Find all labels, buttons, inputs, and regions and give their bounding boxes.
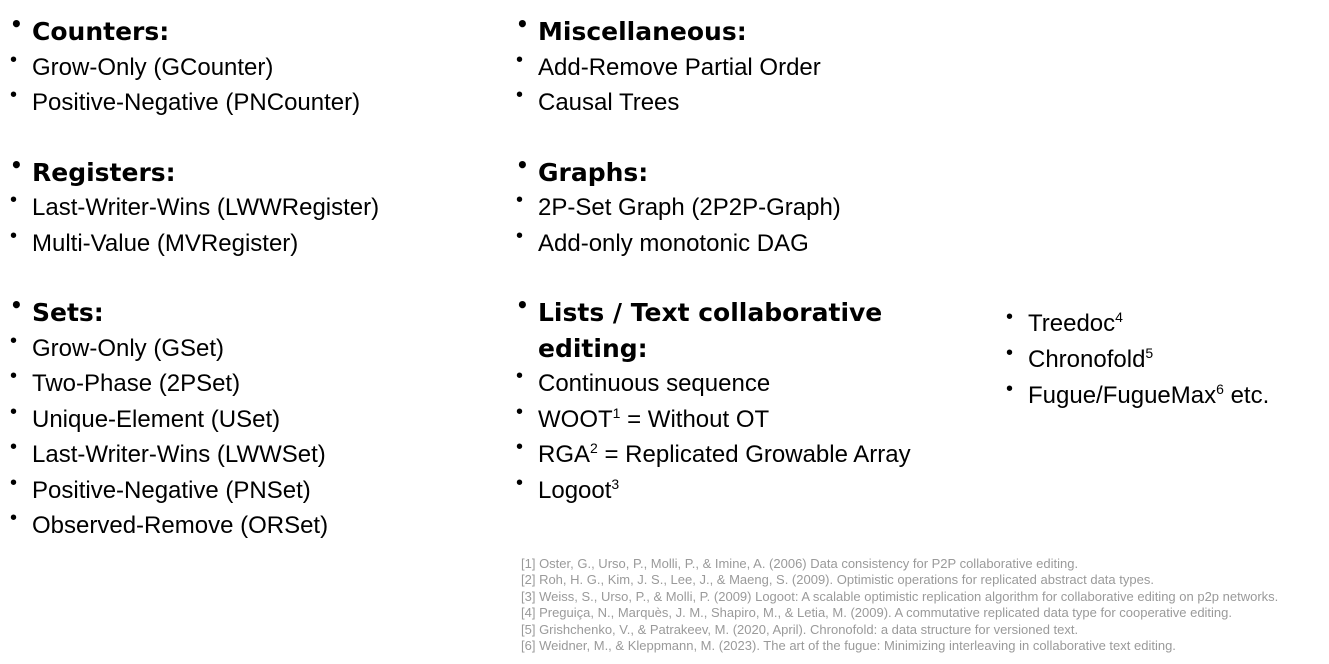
lists-heading-line2: editing: [538, 333, 648, 363]
list-item: • Add-only monotonic DAG [516, 226, 996, 262]
list-item: • Multi-Value (MVRegister) [10, 226, 500, 262]
lists-heading-line1: • Lists / Text collaborative [538, 298, 883, 327]
reference-1: [1] Oster, G., Urso, P., Molli, P., & Imine, A. (2006) Data consistency for P2P collaborative editing. [521, 556, 1079, 571]
reference-4: [4] Preguiça, N., Marquès, J. M., Shapiro, M., & Letia, M. (2009). A commutative replicated data type for cooperative editing. [521, 605, 1233, 621]
misc-heading: • Miscellaneous: [516, 14, 996, 50]
list-item: • Continuous sequence [516, 366, 996, 402]
treedoc-footnote-ref: 4 [1115, 309, 1123, 325]
logoot-footnote-ref: 3 [611, 475, 620, 492]
left-column [10, 0, 500, 578]
logoot-label: Logoot [538, 476, 612, 504]
list-item-logoot [516, 473, 996, 509]
woot-footnote-ref: 1 [612, 404, 621, 421]
registers-list [10, 155, 500, 262]
list-item: • Positive-Negative (PNSet) [10, 473, 500, 509]
list-item: • Last-Writer-Wins (LWWRegister) [10, 190, 500, 226]
woot-label: WOOT [538, 405, 613, 433]
rga-footnote-ref: 2 [590, 440, 598, 456]
reference-2: [2] Roh, H. G., Kim, J. S., Lee, J., & Maeng, S. (2009). Optimistic operations for replicated abstract data types. [521, 572, 1154, 588]
chronofold-footnote-ref: 5 [1145, 345, 1154, 361]
list-item: • Grow-Only (GSet) [10, 331, 500, 367]
sets-list [10, 295, 500, 544]
list-item: • Observed-Remove (ORSet) [10, 508, 500, 544]
sets-heading: • Sets: [10, 295, 500, 331]
list-item: • Last-Writer-Wins (LWWSet) [10, 437, 500, 473]
right-column [1006, 306, 1326, 414]
list-item: • 2P-Set Graph (2P2P-Graph) [516, 190, 996, 226]
list-item: • Two-Phase (2PSet) [10, 366, 500, 402]
reference-6: [6] Weidner, M., & Kleppmann, M. (2023). The art of the fugue: Minimizing interleaving in collaborative text editing. [521, 638, 1176, 654]
list-item: • Grow-Only (GCounter) [10, 50, 500, 86]
treedoc-label: Treedoc [1028, 310, 1116, 337]
graphs-heading: • Graphs: [516, 155, 996, 191]
list-item: • Unique-Element (USet) [10, 402, 500, 438]
rga-desc: = Replicated Growable Array [597, 441, 911, 468]
fugue-label: Fugue/FugueMax [1028, 382, 1217, 409]
reference-5: [5] Grishchenko, V., & Patrakeev, M. (2020, April). Chronofold: a data structure for versioned text. [521, 621, 1079, 637]
registers-heading: • Registers: [10, 155, 500, 191]
list-item-rga [516, 437, 996, 473]
list-item: • Causal Trees [516, 85, 996, 121]
list-item: • Positive-Negative (PNCounter) [10, 85, 500, 121]
fugue-footnote-ref: 6 [1216, 381, 1224, 397]
list-item: • Add-Remove Partial Order [516, 50, 996, 86]
list-item-fugue [1006, 378, 1326, 414]
fugue-desc: etc. [1223, 382, 1270, 409]
more-text-crdts-list [1006, 306, 1326, 414]
list-item-chronofold [1006, 342, 1326, 378]
middle-column [516, 0, 996, 542]
graphs-list [516, 155, 996, 262]
list-item-woot [516, 402, 996, 438]
chronofold-label: Chronofold [1028, 346, 1146, 373]
misc-list [516, 14, 996, 121]
woot-desc: = Without OT [620, 405, 770, 433]
counters-list [10, 14, 500, 121]
list-item-treedoc [1006, 306, 1326, 342]
lists-heading [516, 295, 996, 366]
rga-label: RGA [538, 441, 591, 468]
counters-heading: • Counters: [10, 14, 500, 50]
lists-text-list [516, 295, 996, 508]
references [521, 556, 1327, 654]
reference-3: [3] Weiss, S., Urso, P., & Molli, P. (2009) Logoot: A scalable optimistic replication algorithm for collaborative editing on p2p networks. [521, 588, 1279, 604]
